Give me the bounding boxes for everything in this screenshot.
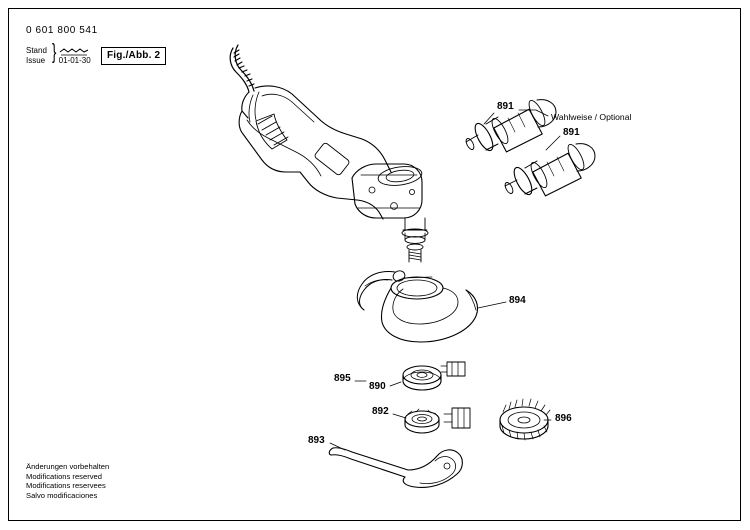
brace-icon: } (52, 39, 57, 63)
side-handle-lower (504, 142, 595, 197)
issue-label: Issue (26, 56, 46, 65)
spacer-block (444, 408, 470, 428)
part-number: 0 601 800 541 (26, 25, 98, 36)
revision-date: 01-01-30 (58, 56, 91, 65)
callout-896: 896 (555, 413, 572, 424)
footer-line-de: Änderungen vorbehalten (26, 462, 110, 471)
wheel-guard (357, 269, 477, 342)
flange-key (441, 362, 465, 376)
cup-brush (500, 399, 550, 440)
backing-flange (403, 366, 441, 390)
figure-label: Fig./Abb. 2 (101, 47, 166, 65)
grinder-body (239, 86, 428, 262)
callout-891-upper: 891 (497, 101, 514, 112)
footer-line-es: Salvo modificaciones (26, 490, 98, 500)
spanner-wrench (329, 448, 462, 488)
callout-895: 895 (334, 373, 351, 384)
leader-lines (330, 110, 560, 450)
power-cord (230, 45, 254, 92)
callout-893: 893 (308, 435, 325, 446)
callout-890: 890 (369, 381, 386, 392)
footer-notes (26, 462, 109, 500)
footer-line-fr: Modifications reservees (26, 481, 106, 491)
callout-894: 894 (509, 295, 526, 306)
stand-label: Stand (26, 46, 47, 55)
clamping-nut (405, 409, 439, 433)
callout-891-lower: 891 (563, 127, 580, 138)
callout-892: 892 (372, 406, 389, 417)
footer-line-en: Modifications reserved (26, 471, 102, 481)
optional-note: Wahlweise / Optional (551, 112, 632, 122)
